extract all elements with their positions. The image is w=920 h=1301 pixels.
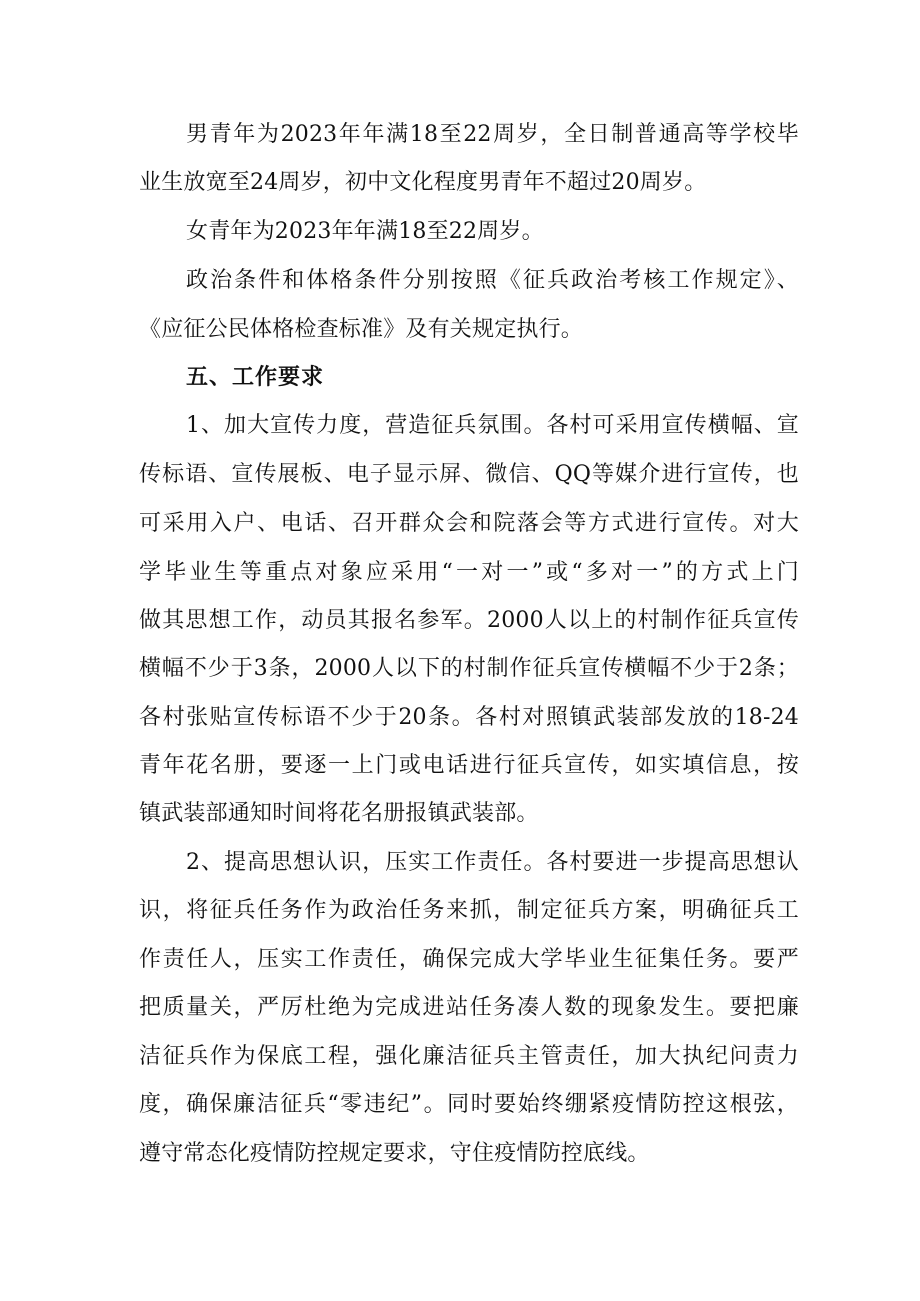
section-heading: 五、工作要求 xyxy=(186,365,325,390)
text-line: 横幅不少于3条，2000人以下的村制作征兵宣传横幅不少于2条； xyxy=(139,656,799,681)
text-line: 1、加大宣传力度，营造征兵氛围。各村可采用宣传横幅、宣 xyxy=(186,413,799,438)
text-line: 政治条件和体格条件分别按照《征兵政治考核工作规定》、 xyxy=(186,268,799,293)
text-line: 各村张贴宣传标语不少于20条。各村对照镇武装部发放的18-24 xyxy=(139,705,799,730)
text-line: 2、提高思想认识，压实工作责任。各村要进一步提高思想认 xyxy=(186,850,799,875)
text-line: 遵守常态化疫情防控规定要求，守住疫情防控底线。 xyxy=(139,1141,650,1166)
text-line: 洁征兵作为保底工程，强化廉洁征兵主管责任，加大执纪问责力 xyxy=(139,1044,799,1069)
text-line: 做其思想工作，动员其报名参军。2000人以上的村制作征兵宣传 xyxy=(139,608,799,633)
text-line: 青年花名册，要逐一上门或电话进行征兵宣传，如实填信息，按 xyxy=(139,753,799,778)
text-line: 镇武装部通知时间将花名册报镇武装部。 xyxy=(139,801,539,826)
text-line: 把质量关，严厉杜绝为完成进站任务凑人数的现象发生。要把廉 xyxy=(139,995,799,1020)
text-line: 可采用入户、电话、召开群众会和院落会等方式进行宣传。对大 xyxy=(139,511,799,536)
text-line: 学毕业生等重点对象应采用“一对一”或“多对一”的方式上门 xyxy=(139,560,799,585)
text-line: 女青年为2023年年满18至22周岁。 xyxy=(186,219,544,244)
text-line: 作责任人，压实工作责任，确保完成大学毕业生征集任务。要严 xyxy=(139,947,799,972)
text-line: 识，将征兵任务作为政治任务来抓，制定征兵方案，明确征兵工 xyxy=(139,898,799,923)
text-line: 传标语、宣传展板、电子显示屏、微信、QQ等媒介进行宣传，也 xyxy=(139,462,799,487)
text-line: 业生放宽至24周岁，初中文化程度男青年不超过20周岁。 xyxy=(139,170,707,195)
text-line: 度，确保廉洁征兵“零违纪”。同时要始终绷紧疫情防控这根弦， xyxy=(139,1092,799,1117)
text-line: 《应征公民体格检查标准》及有关规定执行。 xyxy=(139,317,584,342)
text-line: 男青年为2023年年满18至22周岁，全日制普通高等学校毕 xyxy=(186,122,799,147)
